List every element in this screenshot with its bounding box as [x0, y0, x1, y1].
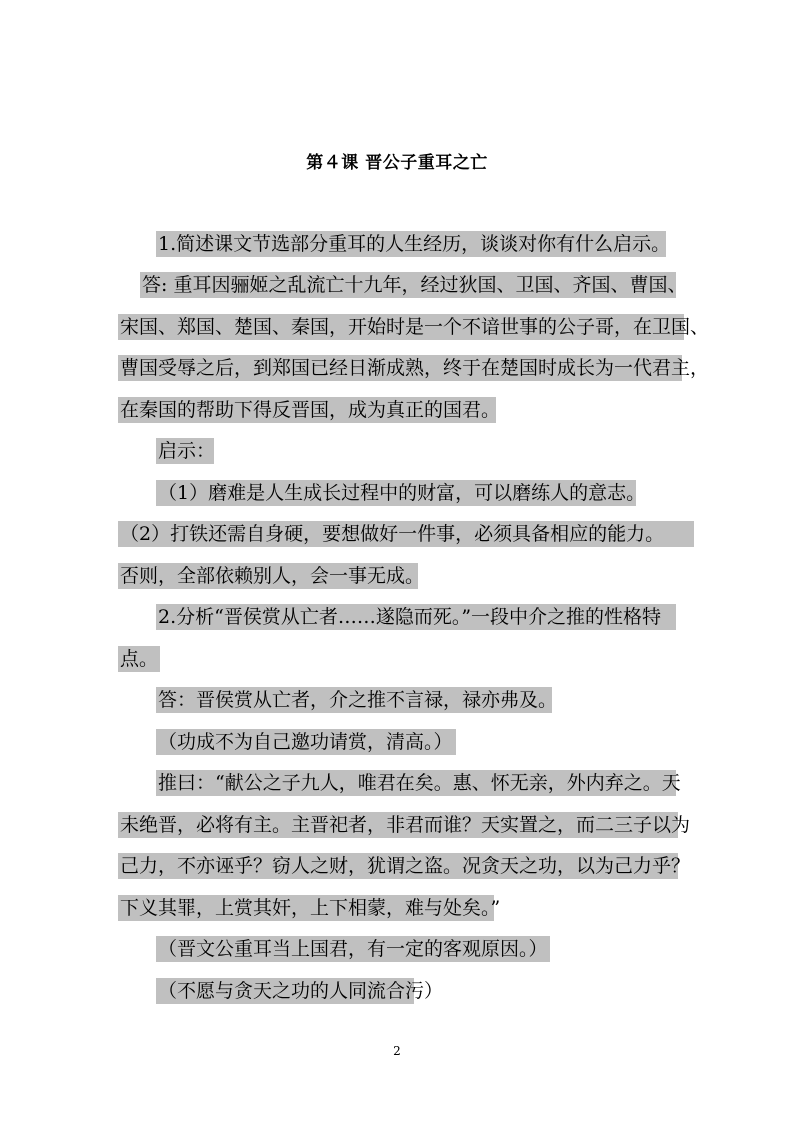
quote-line-3: 己力，不亦诬乎？窃人之财，犹谓之盗。况贪天之功，以为己力乎？ — [120, 855, 691, 877]
quote-line-2: 未绝晋，必将有主。主晋祀者，非君而谁？天实置之，而二三子以为 — [120, 814, 691, 836]
page-number: 2 — [393, 1044, 401, 1058]
quote-line-1: 推曰：“献公之子九人，唯君在矣。惠、怀无亲，外内弃之。天 — [158, 772, 681, 794]
answer-1-line-4: 在秦国的帮助下得反晋国，成为真正的国君。 — [120, 399, 501, 421]
inspiration-point-1: （1）磨难是人生成长过程中的财富，可以磨练人的意志。 — [158, 482, 646, 504]
answer-2-line-1: 答：晋侯赏从亡者，介之推不言禄，禄亦弗及。 — [158, 689, 558, 711]
quote-line-4: 下义其罪，上赏其奸，上下相蒙，难与处矣。” — [120, 897, 501, 919]
question-2: 2.分析“晋侯赏从亡者……遂隐而死。”一段中介之推的性格特 — [156, 604, 676, 630]
answer-1-line-2: 宋国、郑国、楚国、秦国，开始时是一个不谙世事的公子哥，在卫国、 — [120, 316, 710, 338]
inspiration-label: 启示： — [158, 440, 216, 462]
answer-2-note-3: （不愿与贪天之功的人同流合污） — [158, 980, 444, 1002]
inspiration-point-2: （2）打铁还需自身硬，要想做好一件事，必须具备相应的能力。 — [118, 521, 694, 547]
inspiration-point-2-cont: 否则，全部依赖别人，会一事无成。 — [120, 565, 425, 587]
question-1: 1.简述课文节选部分重耳的人生经历，谈谈对你有什么启示。 — [158, 233, 671, 255]
answer-1-line-1: 答: 重耳因骊姬之乱流亡十九年，经过狄国、卫国、齐国、曹国、 — [142, 274, 687, 296]
lesson-title: 第４课 晋公子重耳之亡 — [306, 153, 488, 173]
question-2-cont: 点。 — [120, 648, 159, 670]
answer-2-note-2: （晋文公重耳当上国君，有一定的客观原因。） — [156, 936, 550, 962]
answer-1-line-3: 曹国受辱之后，到郑国已经日渐成熟，终于在楚国时成长为一代君主， — [120, 357, 710, 379]
answer-2-note-1: （功成不为自己邀功请赏，清高。） — [156, 729, 456, 755]
